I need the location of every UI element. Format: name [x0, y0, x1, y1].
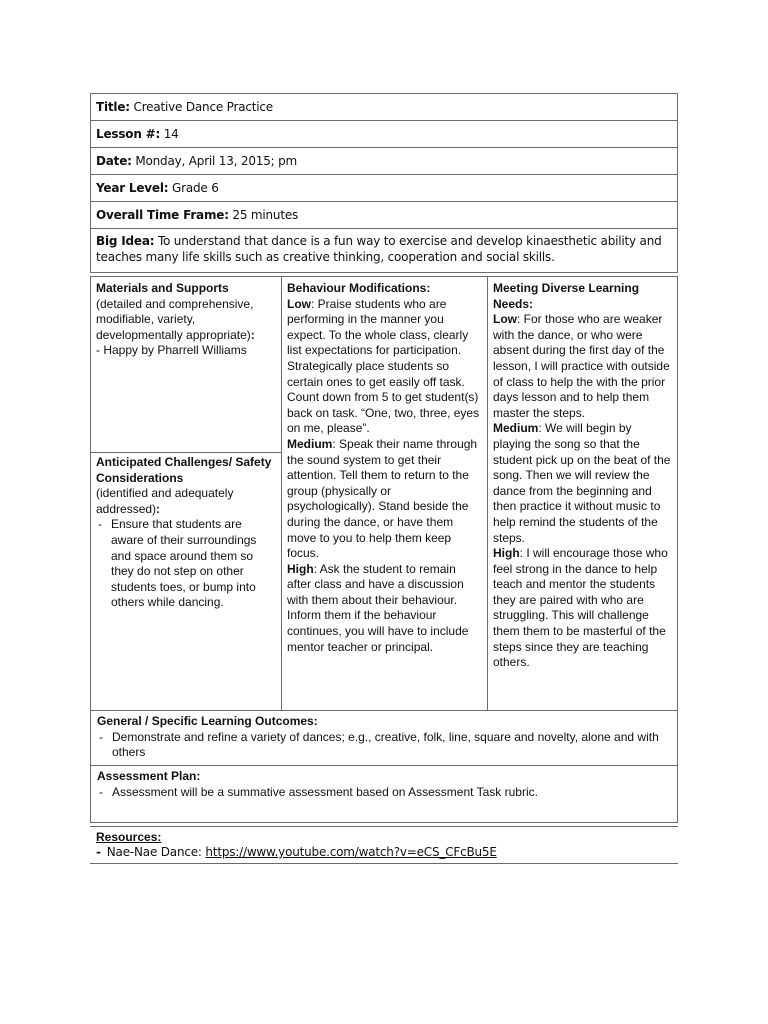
challenges-item: - Ensure that students are aware of their surroundings and space around them so they do not step on other students toes, or bump into others while dancing. — [96, 517, 276, 611]
challenges-heading: Anticipated Challenges/ Safety Considerations — [96, 455, 272, 485]
resources-section — [90, 826, 678, 864]
title-value: Creative Dance Practice — [133, 100, 273, 114]
resources-heading: Resources: — [96, 830, 162, 844]
assessment-section — [91, 765, 677, 822]
date-label: Date: — [96, 154, 132, 168]
title-row — [91, 94, 677, 121]
materials-heading: Materials and Supports — [96, 281, 229, 295]
challenges-description: (identified and adequately addressed) — [96, 486, 234, 516]
lesson-plan-document — [90, 93, 678, 864]
lesson-number-row — [91, 121, 677, 148]
big-idea-label: Big Idea: — [96, 234, 155, 248]
lesson-header-table — [90, 93, 678, 273]
lesson-number-label: Lesson #: — [96, 127, 161, 141]
diverse-high-text: : I will encourage those who feel strong in the dance to help teach and mentor the students they are paired with who are struggling. This will challenge them them to be masterful of the steps since they are teaching others. — [493, 546, 668, 670]
big-idea-row — [91, 229, 677, 273]
resource-item — [96, 845, 672, 860]
diverse-medium-label: Medium — [493, 421, 539, 436]
behaviour-heading: Behaviour Modifications: — [287, 281, 431, 295]
diverse-high-label: High — [493, 546, 520, 561]
materials-colon: : — [250, 327, 255, 342]
big-idea-value: To understand that dance is a fun way to exercise and develop kinaesthetic ability and teaches many life skills such as creative thinking, cooperation and social skills. — [96, 234, 662, 264]
materials-cell — [91, 277, 281, 452]
time-frame-row — [91, 202, 677, 229]
resource-bullet: - — [96, 845, 101, 859]
behaviour-high-text: : Ask the student to remain after class and have a discussion with them about their behaviour. Inform them if the behaviour continues, you will have to include mentor teacher or principal. — [287, 561, 469, 654]
materials-description: (detailed and comprehensive, modifiable, variety, developmentally appropriate) — [96, 296, 254, 342]
behaviour-medium-text: : Speak their name through the sound system to get their attention. Tell them to return to the group (physically or psychologically). Stand beside the during the dance, or have them move to you to help them keep focus. — [287, 436, 478, 561]
outcomes-assessment-box — [90, 710, 678, 823]
behaviour-cell — [281, 277, 487, 710]
assessment-heading: Assessment Plan: — [97, 769, 201, 783]
outcomes-heading: General / Specific Learning Outcomes: — [97, 714, 318, 728]
challenges-cell — [91, 452, 281, 710]
outcomes-item: - Demonstrate and refine a variety of dances; e.g., creative, folk, line, square and novelty, alone and with others — [97, 730, 671, 761]
behaviour-low-label: Low — [287, 296, 311, 311]
resource-link[interactable]: https://www.youtube.com/watch?v=eCS_CFcBu5E — [205, 845, 497, 859]
diverse-low-label: Low — [493, 312, 517, 327]
year-level-row — [91, 175, 677, 202]
diverse-heading: Meeting Diverse Learning Needs: — [493, 281, 640, 311]
date-value: Monday, April 13, 2015; pm — [135, 154, 298, 168]
challenges-list — [96, 517, 276, 611]
assessment-item: - Assessment will be a summative assessment based on Assessment Task rubric. — [97, 785, 671, 801]
year-level-label: Year Level: — [96, 181, 169, 195]
lesson-number-value: 14 — [163, 127, 179, 141]
planning-grid — [90, 276, 678, 710]
year-level-value: Grade 6 — [172, 181, 219, 195]
date-row — [91, 148, 677, 175]
diverse-low-text: : For those who are weaker with the dance, or who were absent during the first day of the lesson, I will practice with outside of class to help the with the prior days lesson and to help them master the steps. — [493, 312, 670, 420]
title-label: Title: — [96, 100, 130, 114]
diverse-needs-cell — [487, 277, 677, 710]
behaviour-low-text: : Praise students who are performing in the manner you expect. To the whole class, clearly list expectations for participation. Strategically place students so certain ones to get easily off task. Count down from 5 to get student(s) back on task. “One, two, three, eyes on me, please”. — [287, 296, 480, 436]
challenges-colon: : — [156, 501, 161, 516]
behaviour-high-label: High — [287, 561, 314, 576]
time-frame-value: 25 minutes — [232, 208, 299, 222]
left-column — [91, 277, 281, 710]
time-frame-label: Overall Time Frame: — [96, 208, 229, 222]
resource-label: Nae-Nae Dance: — [106, 845, 202, 859]
learning-outcomes-section — [91, 711, 677, 765]
behaviour-medium-label: Medium — [287, 436, 333, 451]
materials-item: - Happy by Pharrell Williams — [96, 343, 247, 358]
diverse-medium-text: : We will begin by playing the song so that the student pick up on the beat of the song. Then we will review the dance from the beginning and then practice it without music to help remind the students of the steps. — [493, 421, 671, 545]
